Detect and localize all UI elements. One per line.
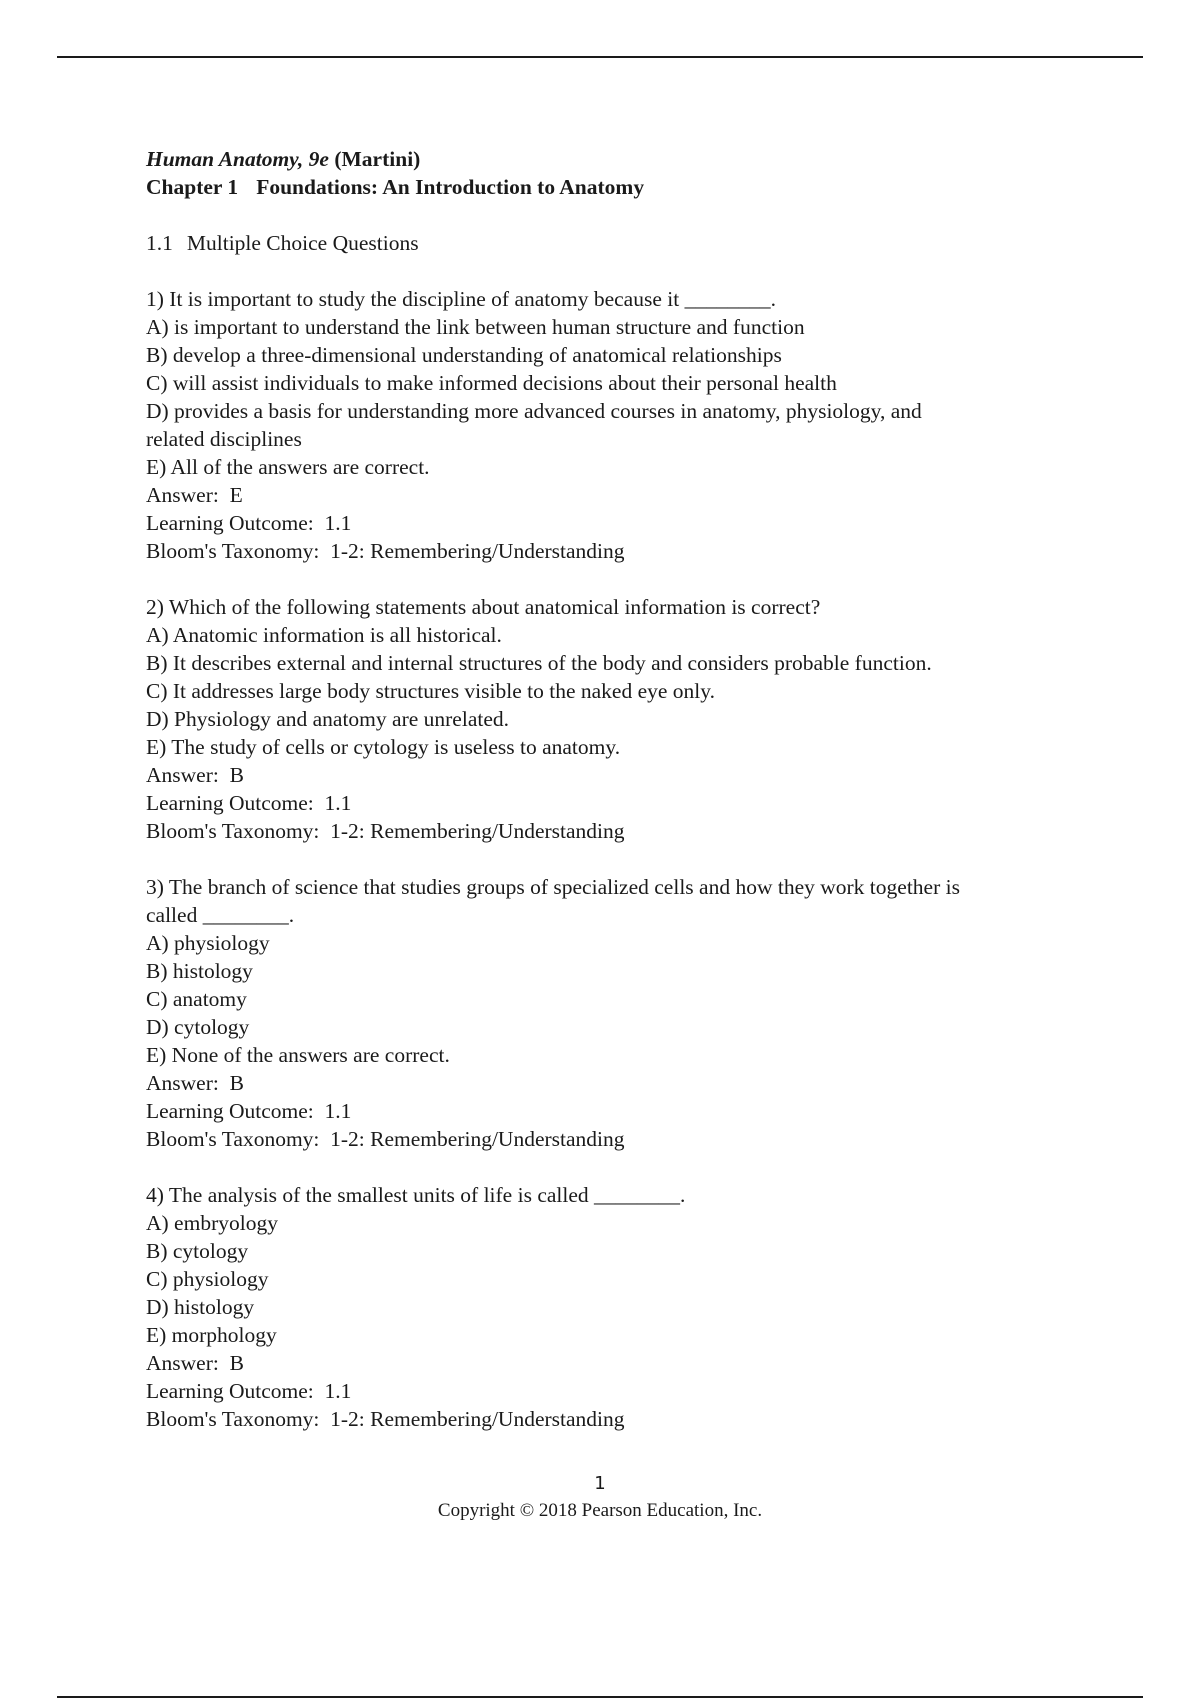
blooms-taxonomy xyxy=(146,537,1086,565)
learning-outcome xyxy=(146,1377,1086,1405)
learning-outcome-label: Learning Outcome: xyxy=(146,791,314,815)
blooms-label: Bloom's Taxonomy: xyxy=(146,539,320,563)
chapter-number: Chapter 1 xyxy=(146,175,239,199)
answer-option: C) will assist individuals to make informed decisions about their personal health xyxy=(146,371,837,395)
blooms-value: 1-2: Remembering/Understanding xyxy=(330,819,625,843)
page-number: 1 xyxy=(594,1473,606,1494)
answer-option-continued: related disciplines xyxy=(146,427,302,451)
answer-label: Answer: xyxy=(146,1351,219,1375)
learning-outcome-label: Learning Outcome: xyxy=(146,1379,314,1403)
section-title: Multiple Choice Questions xyxy=(186,231,419,255)
top-rule xyxy=(57,56,1143,58)
learning-outcome-value: 1.1 xyxy=(324,791,352,815)
answer-option: A) is important to understand the link between human structure and function xyxy=(146,315,805,339)
page-content xyxy=(146,145,1086,1433)
answer-option: D) provides a basis for understanding more advanced courses in anatomy, physiology, and xyxy=(146,399,922,423)
learning-outcome xyxy=(146,1097,1086,1125)
section-heading xyxy=(146,229,1086,257)
answer-key xyxy=(146,481,1086,509)
blooms-taxonomy xyxy=(146,1125,1086,1153)
answer-value: B xyxy=(229,763,244,787)
question-stem: 2) Which of the following statements about anatomical information is correct? xyxy=(146,595,821,619)
question-1 xyxy=(146,285,1086,565)
learning-outcome-label: Learning Outcome: xyxy=(146,511,314,535)
answer-label: Answer: xyxy=(146,1071,219,1095)
answer-option: C) physiology xyxy=(146,1267,269,1291)
question-stem: 4) The analysis of the smallest units of life is called ________. xyxy=(146,1183,686,1207)
blooms-value: 1-2: Remembering/Understanding xyxy=(330,1127,625,1151)
answer-option: B) develop a three-dimensional understanding of anatomical relationships xyxy=(146,343,782,367)
answer-option: E) morphology xyxy=(146,1323,277,1347)
bottom-rule xyxy=(57,1696,1143,1698)
learning-outcome-value: 1.1 xyxy=(324,1379,352,1403)
question-2 xyxy=(146,593,1086,845)
blooms-label: Bloom's Taxonomy: xyxy=(146,1407,320,1431)
question-stem: 3) The branch of science that studies groups of specialized cells and how they work together is xyxy=(146,875,960,899)
learning-outcome-value: 1.1 xyxy=(324,1099,352,1123)
chapter-title: Foundations: An Introduction to Anatomy xyxy=(256,175,645,199)
learning-outcome xyxy=(146,509,1086,537)
answer-option: D) histology xyxy=(146,1295,255,1319)
question-3 xyxy=(146,873,1086,1153)
answer-value: E xyxy=(229,483,243,507)
page-footer xyxy=(0,1472,1200,1524)
section-number: 1.1 xyxy=(146,231,173,255)
answer-label: Answer: xyxy=(146,483,219,507)
answer-option: D) cytology xyxy=(146,1015,250,1039)
answer-option: B) histology xyxy=(146,959,253,983)
answer-option: B) cytology xyxy=(146,1239,249,1263)
answer-key xyxy=(146,761,1086,789)
blooms-label: Bloom's Taxonomy: xyxy=(146,1127,320,1151)
answer-key xyxy=(146,1349,1086,1377)
answer-option: E) None of the answers are correct. xyxy=(146,1043,450,1067)
answer-key xyxy=(146,1069,1086,1097)
learning-outcome-label: Learning Outcome: xyxy=(146,1099,314,1123)
book-author: (Martini) xyxy=(334,147,421,171)
question-stem: 1) It is important to study the discipline of anatomy because it ________. xyxy=(146,287,776,311)
book-title-line xyxy=(146,145,1086,173)
answer-option: C) It addresses large body structures visible to the naked eye only. xyxy=(146,679,716,703)
answer-option: E) The study of cells or cytology is useless to anatomy. xyxy=(146,735,621,759)
answer-option: A) physiology xyxy=(146,931,270,955)
blooms-value: 1-2: Remembering/Understanding xyxy=(330,1407,625,1431)
chapter-heading xyxy=(146,173,1086,201)
answer-option: E) All of the answers are correct. xyxy=(146,455,430,479)
answer-option: D) Physiology and anatomy are unrelated. xyxy=(146,707,510,731)
answer-label: Answer: xyxy=(146,763,219,787)
book-title: Human Anatomy, 9e xyxy=(146,147,329,171)
blooms-value: 1-2: Remembering/Understanding xyxy=(330,539,625,563)
question-stem-continued: called ________. xyxy=(146,903,295,927)
blooms-taxonomy xyxy=(146,817,1086,845)
answer-value: B xyxy=(229,1071,244,1095)
blooms-taxonomy xyxy=(146,1405,1086,1433)
copyright-notice: Copyright © 2018 Pearson Education, Inc. xyxy=(437,1500,763,1521)
blooms-label: Bloom's Taxonomy: xyxy=(146,819,320,843)
answer-option: B) It describes external and internal structures of the body and considers probable function. xyxy=(146,651,932,675)
learning-outcome-value: 1.1 xyxy=(324,511,352,535)
answer-option: C) anatomy xyxy=(146,987,247,1011)
answer-value: B xyxy=(229,1351,244,1375)
learning-outcome xyxy=(146,789,1086,817)
answer-option: A) embryology xyxy=(146,1211,278,1235)
question-4 xyxy=(146,1181,1086,1433)
answer-option: A) Anatomic information is all historical. xyxy=(146,623,502,647)
